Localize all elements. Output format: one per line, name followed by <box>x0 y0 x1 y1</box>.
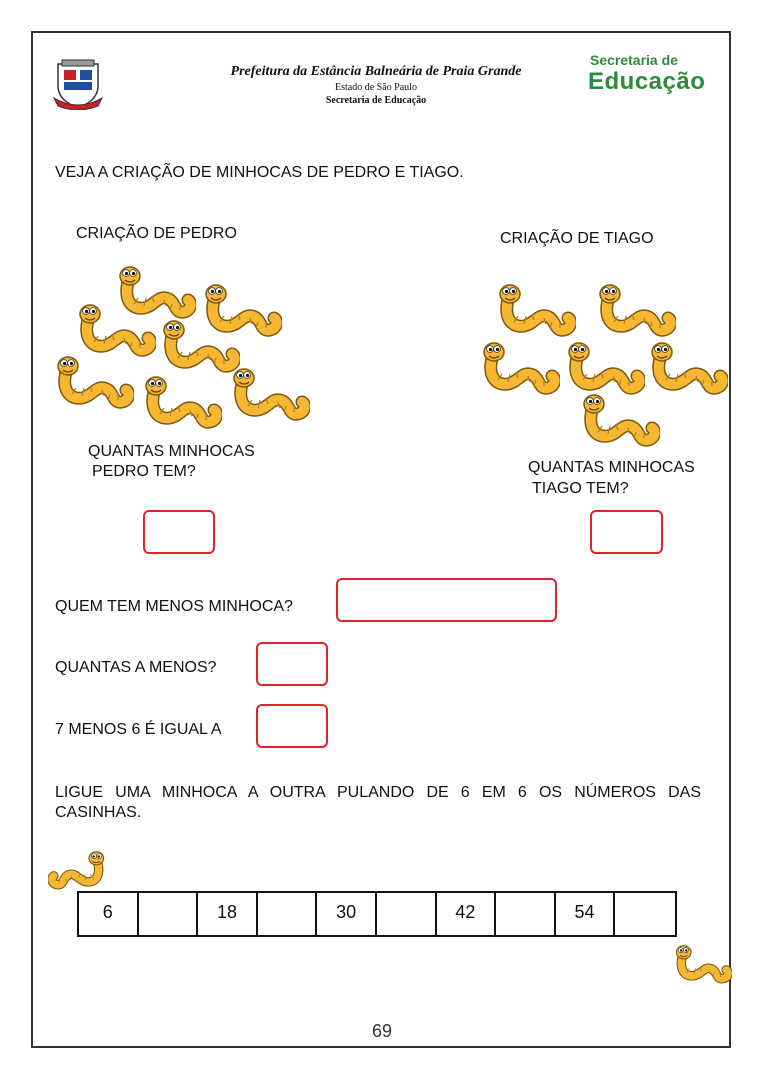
header-title: Prefeitura da Estância Balneária de Praia Grande <box>230 64 522 79</box>
intro-text: VEJA A CRIAÇÃO DE MINHOCAS DE PEDRO E TIAGO. <box>55 164 464 181</box>
number-line <box>77 891 677 937</box>
worm-icon <box>52 352 134 412</box>
education-logo-big: Educação <box>588 68 706 95</box>
start-worm-icon <box>48 848 108 892</box>
worm-icon <box>646 338 728 398</box>
worm-icon <box>594 280 676 340</box>
question-how-many-fewer: QUANTAS A MENOS? <box>55 659 217 676</box>
question-fewer: QUEM TEM MENOS MINHOCA? <box>55 598 293 615</box>
worm-icon <box>478 338 560 398</box>
number-cell[interactable]: 18 <box>198 893 258 935</box>
instruction-line1: LIGUE UMA MINHOCA A OUTRA PULANDO DE 6 EM 6 OS NÚMEROS DAS <box>55 784 701 801</box>
header-state: Estado de São Paulo <box>335 82 417 93</box>
tiago-question-line2: TIAGO TEM? <box>532 480 629 497</box>
worm-icon <box>563 338 645 398</box>
number-cell[interactable] <box>615 893 675 935</box>
header-department: Secretaria de Educação <box>325 95 427 106</box>
number-cell[interactable] <box>258 893 318 935</box>
number-cell[interactable]: 30 <box>317 893 377 935</box>
pedro-question-line2: PEDRO TEM? <box>92 463 196 480</box>
number-cell[interactable]: 6 <box>79 893 139 935</box>
question-seven-minus-six: 7 MENOS 6 É IGUAL A <box>55 721 222 738</box>
number-cell[interactable] <box>377 893 437 935</box>
how-many-fewer-answer-box[interactable] <box>256 642 328 686</box>
worm-icon <box>228 364 310 424</box>
fewer-answer-box[interactable] <box>336 578 557 622</box>
seven-minus-six-answer-box[interactable] <box>256 704 328 748</box>
end-worm-icon <box>672 942 732 986</box>
pedro-title: CRIAÇÃO DE PEDRO <box>76 225 237 242</box>
instruction-line2: CASINHAS. <box>55 804 142 821</box>
worm-icon <box>74 300 156 360</box>
worm-icon <box>578 390 660 450</box>
tiago-answer-box[interactable] <box>590 510 663 554</box>
number-cell[interactable] <box>139 893 199 935</box>
page-number: 69 <box>371 1021 393 1041</box>
pedro-answer-box[interactable] <box>143 510 215 554</box>
city-crest-logo <box>50 58 106 110</box>
tiago-question-line1: QUANTAS MINHOCAS <box>528 459 695 476</box>
number-cell[interactable]: 54 <box>556 893 616 935</box>
number-cell[interactable] <box>496 893 556 935</box>
pedro-question-line1: QUANTAS MINHOCAS <box>88 443 255 460</box>
worm-icon <box>140 372 222 432</box>
worm-icon <box>494 280 576 340</box>
tiago-title: CRIAÇÃO DE TIAGO <box>500 230 654 247</box>
number-cell[interactable]: 42 <box>437 893 497 935</box>
education-logo-small: Secretaria de <box>590 52 678 68</box>
